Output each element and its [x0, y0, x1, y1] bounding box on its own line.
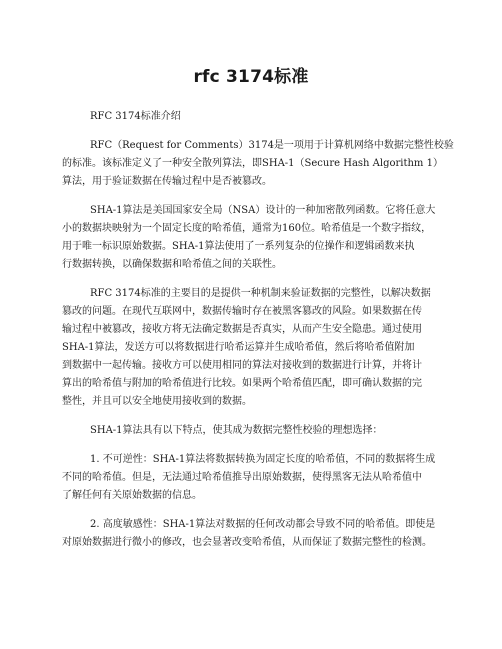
paragraph-line: SHA-1算法是美国国家安全局（NSA）设计的一种加密散列函数。它将任意大: [90, 205, 436, 216]
paragraph-line: 的标准。该标准定义了一种安全散列算法，即SHA-1（Secure Hash Algorithm 1）: [62, 158, 443, 169]
paragraph: [62, 451, 440, 505]
paragraph: [62, 285, 440, 411]
paragraph-line: 行数据转换，以确保数据和哈希值之间的关联性。: [62, 259, 282, 270]
paragraph-line: 整性，并且可以安全地使用接收到的数据。: [62, 396, 252, 407]
paragraph-line: 不同的哈希值。但是，无法通过哈希值推导出原始数据，使得黑客无法从哈希值中: [62, 472, 422, 483]
paragraph-line: 算出的哈希值与附加的哈希值进行比较。如果两个哈希值匹配，即可确认数据的完: [62, 378, 422, 389]
document-title: rfc 3174标准: [193, 67, 309, 87]
paragraph-line: SHA-1算法具有以下特点，使其成为数据完整性校验的理想选择：: [90, 425, 383, 436]
document-body: [62, 108, 454, 552]
paragraph-line: SHA-1算法，发送方可以将数据进行哈希运算并生成哈希值，然后将哈希值附加: [62, 342, 415, 353]
paragraph-line: 1. 不可逆性：SHA-1算法将数据转换为固定长度的哈希值，不同的数据将生成: [90, 454, 436, 465]
paragraph-line: 输过程中被篡改，接收方将无法确定数据是否真实，从而产生安全隐患。通过使用: [62, 324, 422, 335]
paragraph-line: RFC 3174标准的主要目的是提供一种机制来验证数据的完整性，以解决数据: [90, 288, 431, 299]
paragraph: [62, 202, 440, 274]
paragraph: [62, 137, 454, 191]
paragraph: [62, 422, 440, 440]
paragraph-line: 算法，用于验证数据在传输过程中是否被篡改。: [62, 176, 272, 187]
paragraph-line: RFC 3174标准介绍: [90, 111, 181, 122]
paragraph-line: 2. 高度敏感性：SHA-1算法对数据的任何改动都会导致不同的哈希值。即使是: [90, 519, 436, 530]
paragraph: [62, 516, 440, 552]
paragraph-line: 篡改的问题。在现代互联网中，数据传输时存在被黑客篡改的风险。如果数据在传: [62, 306, 422, 317]
paragraph-line: RFC（Request for Comments）3174是一项用于计算机网络中数据完整性校验: [90, 140, 454, 151]
paragraph-line: 到数据中一起传输。接收方可以使用相同的算法对接收到的数据进行计算，并将计: [62, 360, 422, 371]
paragraph-line: 对原始数据进行微小的修改，也会显著改变哈希值，从而保证了数据完整性的检测。: [62, 537, 432, 548]
paragraph-line: 用于唯一标识原始数据。SHA-1算法使用了一系列复杂的位操作和逻辑函数来执: [62, 241, 415, 252]
paragraph-line: 了解任何有关原始数据的信息。: [62, 490, 202, 501]
paragraph: [62, 108, 440, 126]
paragraph-line: 小的数据块映射为一个固定长度的哈希值，通常为160位。哈希值是一个数字指纹，: [62, 223, 432, 234]
